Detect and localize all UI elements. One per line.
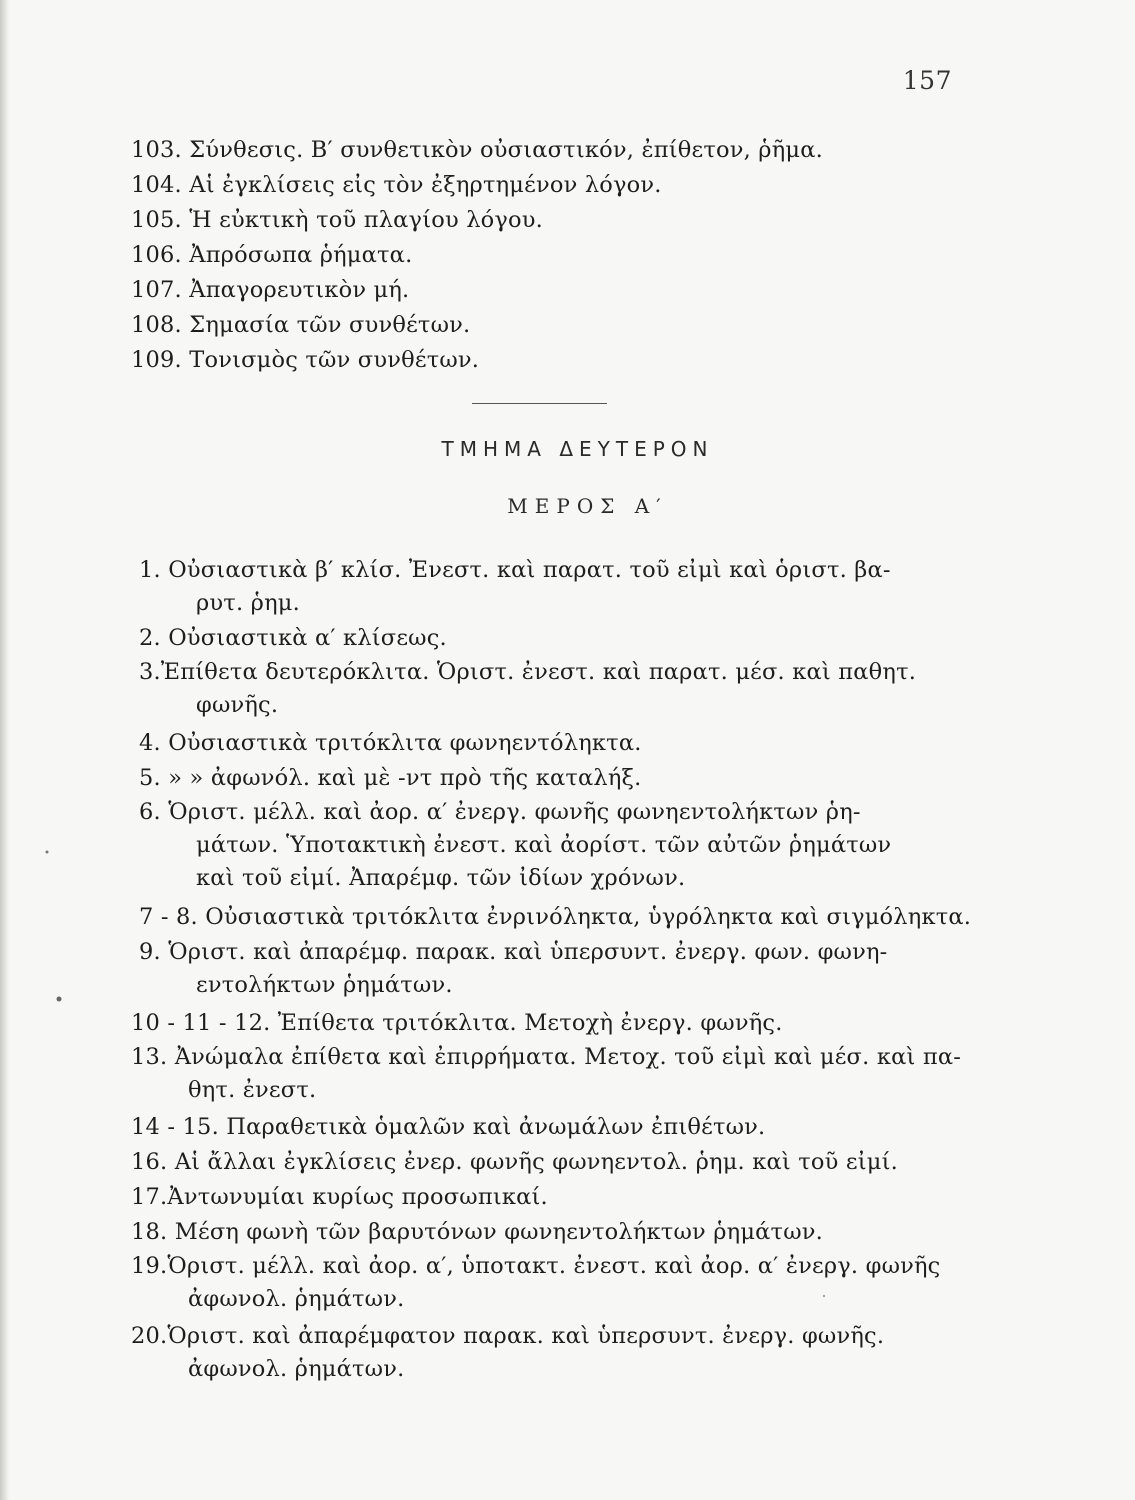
lesson-continuation: μάτων. Ὑποτακτικὴ ἐνεστ. καὶ ἀορίστ. τῶν αὐτῶν ῥημάτων xyxy=(196,832,892,858)
toc-entry-107: 107. Ἀπαγορευτικὸν μή. xyxy=(131,277,410,303)
lesson-continuation: ρυτ. ῥημ. xyxy=(196,590,300,616)
toc-entry-109: 109. Τονισμὸς τῶν συνθέτων. xyxy=(131,347,480,373)
toc-entry-103: 103. Σύνθεσις. Β′ συνθετικὸν οὐσιαστικόν, ἐπίθετον, ῥῆμα. xyxy=(131,137,823,163)
lesson-line: 2. Οὐσιαστικὰ α′ κλίσεως. xyxy=(139,625,447,651)
lesson-line: 13. Ἀνώμαλα ἐπίθετα καὶ ἐπιρρήματα. Μετοχ. τοῦ εἰμὶ καὶ μέσ. καὶ πα- xyxy=(131,1044,962,1070)
lesson-line: 5. » » ἀφωνόλ. καὶ μὲ -ντ πρὸ τῆς καταλήξ. xyxy=(139,765,642,791)
lesson-line: 3.Ἐπίθετα δευτερόκλιτα. Ὁριστ. ἐνεστ. καὶ παρατ. μέσ. καὶ παθητ. xyxy=(139,659,917,685)
lesson-line: 7 - 8. Οὐσιαστικὰ τριτόκλιτα ἐνρινόληκτα, ὑγρόληκτα καὶ σιγμόληκτα. xyxy=(139,904,972,930)
lesson-continuation: φωνῆς. xyxy=(196,692,279,718)
lesson-line: 6. Ὁριστ. μέλλ. καὶ ἀορ. α′ ἐνεργ. φωνῆς φωνηεντολήκτων ῥη- xyxy=(139,799,861,825)
lesson-continuation: ἀφωνολ. ῥημάτων. xyxy=(188,1286,405,1312)
lesson-line: 14 - 15. Παραθετικὰ ὁμαλῶν καὶ ἀνωμάλων ἐπιθέτων. xyxy=(131,1114,766,1140)
lesson-continuation: καὶ τοῦ εἰμί. Ἀπαρέμφ. τῶν ἰδίων χρόνων. xyxy=(196,865,686,891)
ink-speck xyxy=(823,1295,825,1297)
section-title: ΤΜΗΜΑ ΔΕΥΤΕΡΟΝ xyxy=(441,437,714,461)
lesson-continuation: ἀφωνολ. ῥημάτων. xyxy=(188,1356,405,1382)
lesson-line: 20.Ὁριστ. καὶ ἀπαρέμφατον παρακ. καὶ ὑπερσυντ. ἐνεργ. φωνῆς. xyxy=(131,1323,885,1349)
lesson-line: 19.Ὁριστ. μέλλ. καὶ ἀορ. α′, ὑποτακτ. ἐνεστ. καὶ ἀορ. α′ ἐνεργ. φωνῆς xyxy=(131,1253,941,1279)
toc-entry-105: 105. Ἡ εὐκτικὴ τοῦ πλαγίου λόγου. xyxy=(131,207,544,233)
lesson-line: 18. Μέση φωνὴ τῶν βαρυτόνων φωνηεντολήκτων ῥημάτων. xyxy=(131,1219,823,1245)
lesson-continuation: εντολήκτων ῥημάτων. xyxy=(196,972,453,998)
lesson-line: 4. Οὐσιαστικὰ τριτόκλιτα φωνηεντόληκτα. xyxy=(139,730,642,756)
lesson-line: 16. Αἱ ἄλλαι ἐγκλίσεις ἐνερ. φωνῆς φωνηεντολ. ῥημ. καὶ τοῦ εἰμί. xyxy=(131,1149,898,1175)
lesson-continuation: θητ. ἐνεστ. xyxy=(188,1077,317,1103)
lesson-line: 1. Οὐσιαστικὰ β′ κλίσ. Ἐνεστ. καὶ παρατ. τοῦ εἰμὶ καὶ ὁριστ. βα- xyxy=(139,557,891,583)
lesson-line: 10 - 11 - 12. Ἐπίθετα τριτόκλιτα. Μετοχὴ ἐνεργ. φωνῆς. xyxy=(131,1010,783,1036)
page-number: 157 xyxy=(902,66,952,95)
part-title: ΜΕΡΟΣ Α′ xyxy=(507,494,668,518)
lesson-line: 9. Ὁριστ. καὶ ἀπαρέμφ. παρακ. καὶ ὑπερσυντ. ἐνεργ. φων. φωνη- xyxy=(139,939,888,965)
lesson-line: 17.Ἀντωνυμίαι κυρίως προσωπικαί. xyxy=(131,1184,548,1210)
toc-entry-108: 108. Σημασία τῶν συνθέτων. xyxy=(131,312,471,338)
ink-speck xyxy=(57,997,62,1002)
ink-speck xyxy=(46,851,49,854)
toc-entry-106: 106. Ἀπρόσωπα ῥήματα. xyxy=(131,242,413,268)
toc-entry-104: 104. Αἱ ἐγκλίσεις εἰς τὸν ἐξηρτημένον λόγον. xyxy=(131,172,662,198)
